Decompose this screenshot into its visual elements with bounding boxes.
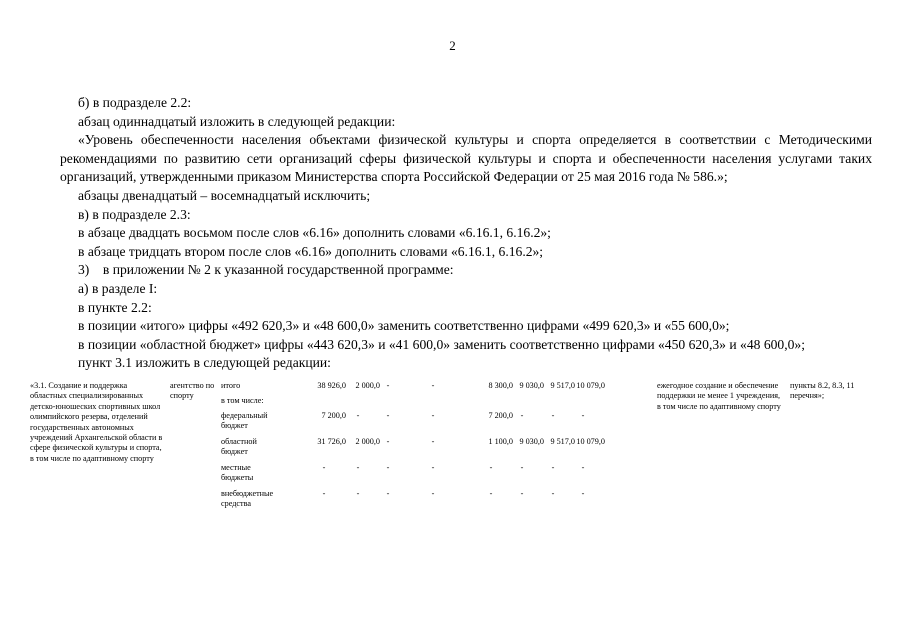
measure-cell: «3.1. Создание и поддержка областных специализированных детско-юношеских спортивных школ олимпийского резерва, отделений государственных автономных учреждений Архангельской области в сфере физической культуры и спорта, в том числе по адаптивному спорту [30,381,163,463]
funding-value: 1 100,0 [488,437,513,446]
funding-value: - [386,463,390,472]
paragraph: б) в подразделе 2.2: [78,95,192,110]
funding-value: - [322,463,326,472]
funding-value: 7 200,0 [321,411,346,420]
paragraph: в позиции «итого» цифры «492 620,3» и «48 600,0» заменить соответственно цифрами «499 620,3» и «55 600,0»; [78,318,730,334]
funding-value: - [431,489,435,498]
funding-value: - [431,411,435,420]
funding-value: - [356,489,360,498]
funding-value: - [386,489,390,498]
funding-source-label: местные бюджеты [221,463,254,483]
executor-cell: агентство по спорту [170,381,215,401]
funding-value: - [581,489,585,498]
funding-value: - [431,463,435,472]
paragraph: в пункте 2.2: [78,299,152,315]
funding-value: 9 030,0 [519,437,544,446]
funding-value: - [386,381,390,390]
funding-value: 2 000,0 [355,437,380,446]
paragraph: пункт 3.1 изложить в следующей редакции: [78,355,331,371]
funding-value: 9 517,0 [550,437,575,446]
paragraph: 3) в приложении № 2 к указанной государственной программе: [78,262,454,278]
funding-source-label: итого [221,381,241,390]
paragraph: в абзаце двадцать восьмом после слов «6.16» дополнить словами «6.16.1, 6.16.2»; [78,225,551,241]
paragraph: а) в разделе I: [78,280,158,296]
funding-value: 2 000,0 [355,381,380,390]
funding-value: - [551,463,555,472]
paragraph: абзац одиннадцатый изложить в следующей редакции: [78,113,396,129]
funding-value: - [356,411,360,420]
funding-value: - [489,463,493,472]
funding-value: - [386,411,390,420]
funding-value: 31 726,0 [317,437,346,446]
funding-source-label: в том числе: [221,396,264,405]
paragraph: абзацы двенадцатый – восемнадцатый исключить; [78,187,371,203]
funding-value: - [520,411,524,420]
funding-value: 9 030,0 [519,381,544,390]
page-number: 2 [449,38,456,53]
funding-value: - [386,437,390,446]
funding-value: - [431,381,435,390]
funding-value: - [581,463,585,472]
funding-value: - [322,489,326,498]
indicator-cell: ежегодное создание и обеспечение поддержки не менее 1 учреждения, в том числе по адаптивному спорту [657,381,781,411]
document-body [60,94,872,373]
funding-value: 9 517,0 [550,381,575,390]
funding-value: - [581,411,585,420]
points-cell: пункты 8.2, 8.3, 11 перечня»; [790,381,855,401]
funding-value: - [551,411,555,420]
paragraph: «Уровень обеспеченности населения объектами физической культуры и спорта определяется в соответствии с Методическими рекомендациями по развитию сети организаций сферы физической культуры и спорта и обеспеченности населения услугами таких организаций, утвержденными приказом Министерства спорта Российской Федерации от 25 мая 2016 года № 586.»; [60,132,872,185]
funding-value: 8 300,0 [488,381,513,390]
funding-source-label: федеральный бюджет [221,411,268,431]
paragraph: в) в подразделе 2.3: [78,206,191,222]
funding-value: 10 079,0 [576,437,605,446]
funding-value: 38 926,0 [317,381,346,390]
funding-value: - [356,463,360,472]
funding-value: - [489,489,493,498]
funding-value: - [520,489,524,498]
paragraph: в позиции «областной бюджет» цифры «443 620,3» и «41 600,0» заменить соответственно цифрами «450 620,3» и «48 600,0»; [78,336,805,352]
funding-value: 10 079,0 [576,381,605,390]
funding-value: 7 200,0 [488,411,513,420]
funding-value: - [520,463,524,472]
funding-value: - [431,437,435,446]
funding-source-label: внебюджетные средства [221,489,274,509]
funding-value: - [551,489,555,498]
paragraph: в абзаце тридцать втором после слов «6.16» дополнить словами «6.16.1, 6.16.2»; [78,243,544,259]
funding-source-label: областной бюджет [221,437,257,457]
